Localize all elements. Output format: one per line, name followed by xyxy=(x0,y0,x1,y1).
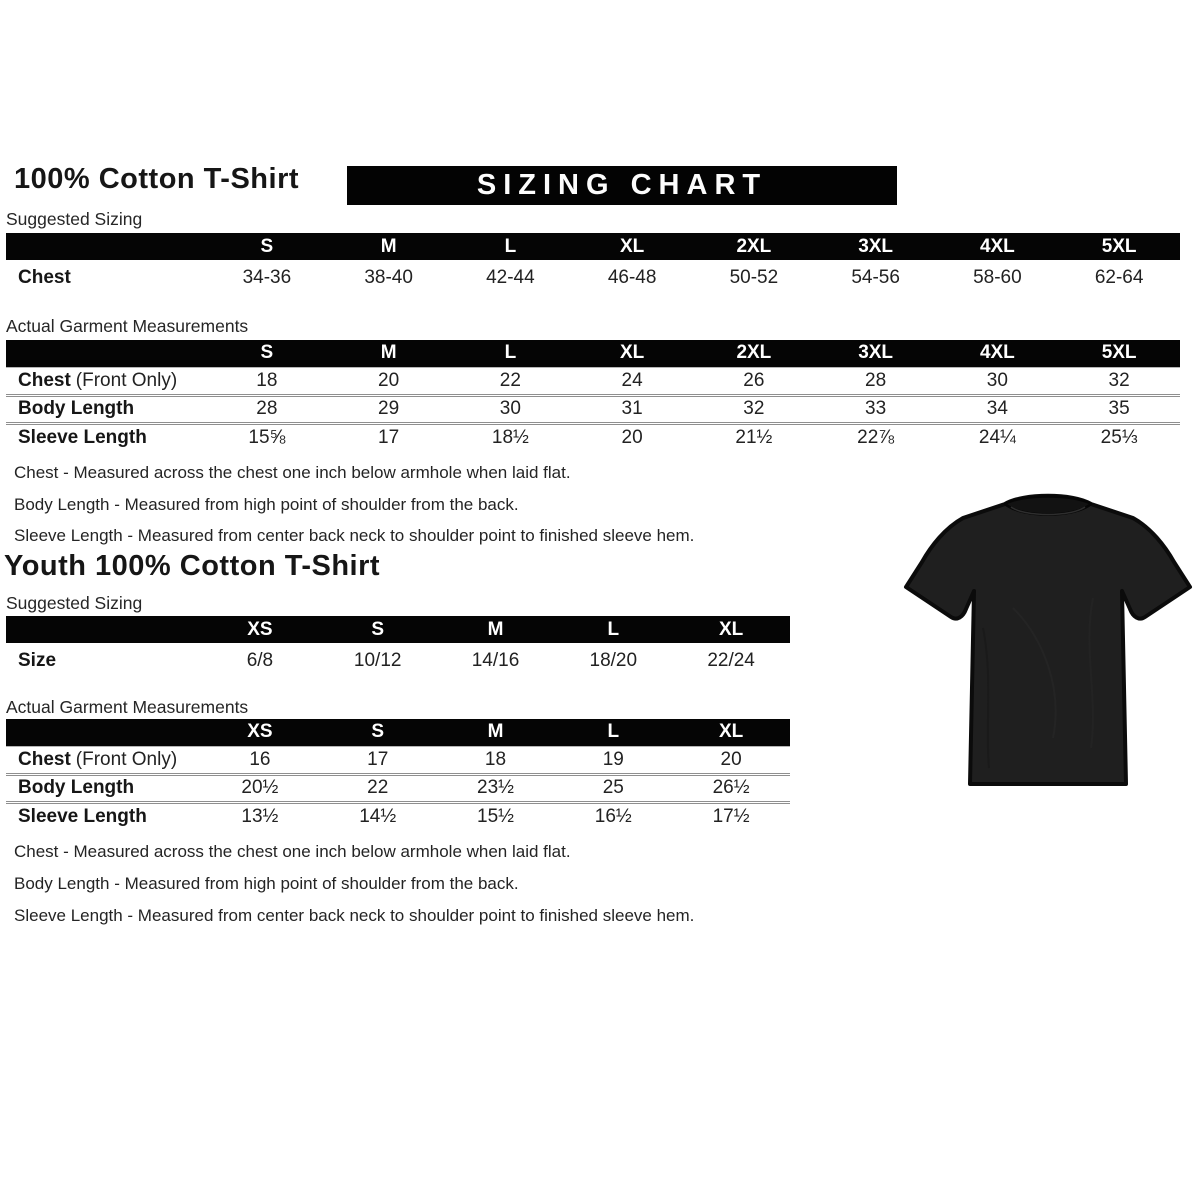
table-cell: 25⅓ xyxy=(1100,426,1138,448)
table-cell: 31 xyxy=(571,395,693,423)
column-header-5xl: 5XL xyxy=(1058,233,1180,260)
row-label-body-length: Body Length xyxy=(18,777,135,798)
column-header-xl: XL xyxy=(571,340,693,367)
adult-actual-header-row xyxy=(6,340,1180,367)
column-header-m: M xyxy=(437,616,555,643)
header-spacer xyxy=(6,340,206,367)
table-cell: 20 xyxy=(328,367,450,395)
youth-actual-header-row xyxy=(6,719,790,746)
table-cell: 30 xyxy=(450,395,572,423)
table-cell: 19 xyxy=(554,746,672,774)
column-header-2xl: 2XL xyxy=(693,233,815,260)
adult-actual-measurements-table xyxy=(6,340,1180,451)
column-header-l: L xyxy=(554,616,672,643)
page-title: 100% Cotton T-Shirt xyxy=(14,163,300,195)
table-cell: 38-40 xyxy=(364,267,413,288)
youth-suggested-sizing-table xyxy=(6,616,790,679)
table-cell: 32 xyxy=(1058,367,1180,395)
adult-sleeve-length-row xyxy=(6,423,1180,451)
youth-actual-measurements-label: Actual Garment Measurements xyxy=(6,697,249,717)
tshirt-product-image xyxy=(893,488,1195,803)
table-cell: 62-64 xyxy=(1094,267,1144,288)
column-header-4xl: 4XL xyxy=(937,233,1059,260)
youth-measurement-notes xyxy=(14,842,694,938)
table-cell: 6/8 xyxy=(246,650,274,671)
youth-sleeve-length-row xyxy=(6,802,790,830)
table-cell: 46-48 xyxy=(607,267,657,288)
adult-suggested-sizing-table xyxy=(6,233,1180,296)
table-cell: 23½ xyxy=(437,774,555,802)
adult-chest-range-row xyxy=(6,260,1180,296)
youth-suggested-sizing-label: Suggested Sizing xyxy=(6,593,143,613)
table-cell: 17 xyxy=(378,426,400,448)
table-cell: 35 xyxy=(1058,395,1180,423)
table-cell: 34-36 xyxy=(242,267,292,288)
youth-chest-row xyxy=(6,746,790,774)
column-header-xs: XS xyxy=(201,719,319,746)
column-header-s: S xyxy=(319,719,437,746)
row-label-note: (Front Only) xyxy=(75,369,178,391)
adult-actual-measurements-label: Actual Garment Measurements xyxy=(6,316,249,336)
row-label-sleeve-length: Sleeve Length xyxy=(18,426,147,448)
header-spacer xyxy=(6,233,206,260)
row-label-body-length: Body Length xyxy=(18,398,135,419)
column-header-l: L xyxy=(554,719,672,746)
youth-actual-measurements-table xyxy=(6,719,790,830)
column-header-3xl: 3XL xyxy=(815,340,937,367)
table-cell: 14/16 xyxy=(471,650,520,671)
youth-body-length-row xyxy=(6,774,790,802)
table-cell: 14½ xyxy=(359,805,397,827)
row-label-sleeve-length: Sleeve Length xyxy=(18,805,147,827)
table-cell: 28 xyxy=(815,367,937,395)
column-header-l: L xyxy=(450,340,572,367)
table-cell: 20½ xyxy=(201,774,319,802)
column-header-xl: XL xyxy=(672,719,790,746)
table-cell: 24¼ xyxy=(978,426,1016,448)
note-chest: Chest - Measured across the chest one inch below armhole when laid flat. xyxy=(14,842,571,861)
table-cell: 17 xyxy=(319,746,437,774)
table-cell: 18 xyxy=(437,746,555,774)
column-header-m: M xyxy=(328,233,450,260)
column-header-xl: XL xyxy=(571,233,693,260)
youth-size-row xyxy=(6,643,790,679)
column-header-s: S xyxy=(319,616,437,643)
table-cell: 26 xyxy=(693,367,815,395)
header-spacer xyxy=(6,719,201,746)
table-cell: 22/24 xyxy=(707,650,755,671)
column-header-m: M xyxy=(328,340,450,367)
table-cell: 29 xyxy=(328,395,450,423)
sizing-chart-banner xyxy=(347,166,897,205)
header-spacer xyxy=(6,616,201,643)
table-cell: 13½ xyxy=(241,805,279,827)
row-label-size: Size xyxy=(18,650,57,671)
note-chest: Chest - Measured across the chest one inch below armhole when laid flat. xyxy=(14,463,571,482)
table-cell: 25 xyxy=(554,774,672,802)
table-cell: 21½ xyxy=(735,426,773,448)
table-cell: 50-52 xyxy=(729,267,779,288)
table-cell: 32 xyxy=(693,395,815,423)
youth-section-title: Youth 100% Cotton T-Shirt xyxy=(4,550,381,582)
note-sleeve-length: Sleeve Length - Measured from center back neck to shoulder point to finished sleeve hem. xyxy=(14,526,695,545)
column-header-5xl: 5XL xyxy=(1058,340,1180,367)
column-header-3xl: 3XL xyxy=(815,233,937,260)
table-cell: 18/20 xyxy=(589,650,638,671)
adult-body-length-row xyxy=(6,395,1180,423)
note-body-length: Body Length - Measured from high point of shoulder from the back. xyxy=(14,874,519,893)
table-cell: 20 xyxy=(672,746,790,774)
table-cell: 22⅞ xyxy=(857,426,895,448)
table-cell: 20 xyxy=(621,426,643,448)
black-tshirt-graphic xyxy=(893,488,1195,803)
table-cell: 16 xyxy=(201,746,319,774)
table-cell: 10/12 xyxy=(353,650,402,671)
sizing-chart-banner-text: SIZING CHART xyxy=(476,169,768,201)
table-cell: 28 xyxy=(206,395,328,423)
column-header-m: M xyxy=(437,719,555,746)
table-cell: 22 xyxy=(450,367,572,395)
table-cell: 24 xyxy=(571,367,693,395)
table-cell: 18 xyxy=(206,367,328,395)
row-label-chest: Chest xyxy=(18,267,71,288)
table-cell: 15½ xyxy=(477,805,514,827)
table-cell: 33 xyxy=(815,395,937,423)
column-header-s: S xyxy=(206,340,328,367)
column-header-xl: XL xyxy=(672,616,790,643)
column-header-s: S xyxy=(206,233,328,260)
adult-chest-row xyxy=(6,367,1180,395)
column-header-xs: XS xyxy=(201,616,319,643)
table-cell: 34 xyxy=(937,395,1059,423)
table-cell: 22 xyxy=(319,774,437,802)
table-cell: 42-44 xyxy=(486,267,535,288)
row-label-chest: Chest xyxy=(18,369,71,391)
table-cell: 18½ xyxy=(491,426,529,448)
column-header-l: L xyxy=(450,233,572,260)
table-cell: 30 xyxy=(937,367,1059,395)
adult-measurement-notes xyxy=(14,463,694,558)
table-cell: 54-56 xyxy=(851,267,900,288)
column-header-2xl: 2XL xyxy=(693,340,815,367)
table-cell: 26½ xyxy=(672,774,790,802)
adult-suggested-header-row xyxy=(6,233,1180,260)
adult-suggested-sizing-label: Suggested Sizing xyxy=(6,209,143,229)
column-header-4xl: 4XL xyxy=(937,340,1059,367)
table-cell: 17½ xyxy=(712,805,750,827)
youth-suggested-header-row xyxy=(6,616,790,643)
table-cell: 58-60 xyxy=(973,267,1022,288)
row-label-note: (Front Only) xyxy=(75,748,178,770)
table-cell: 15⅝ xyxy=(248,426,286,448)
note-body-length: Body Length - Measured from high point of shoulder from the back. xyxy=(14,494,519,514)
table-cell: 16½ xyxy=(594,805,632,827)
note-sleeve-length: Sleeve Length - Measured from center back neck to shoulder point to finished sleeve hem. xyxy=(14,906,695,925)
row-label-chest: Chest xyxy=(18,748,71,770)
